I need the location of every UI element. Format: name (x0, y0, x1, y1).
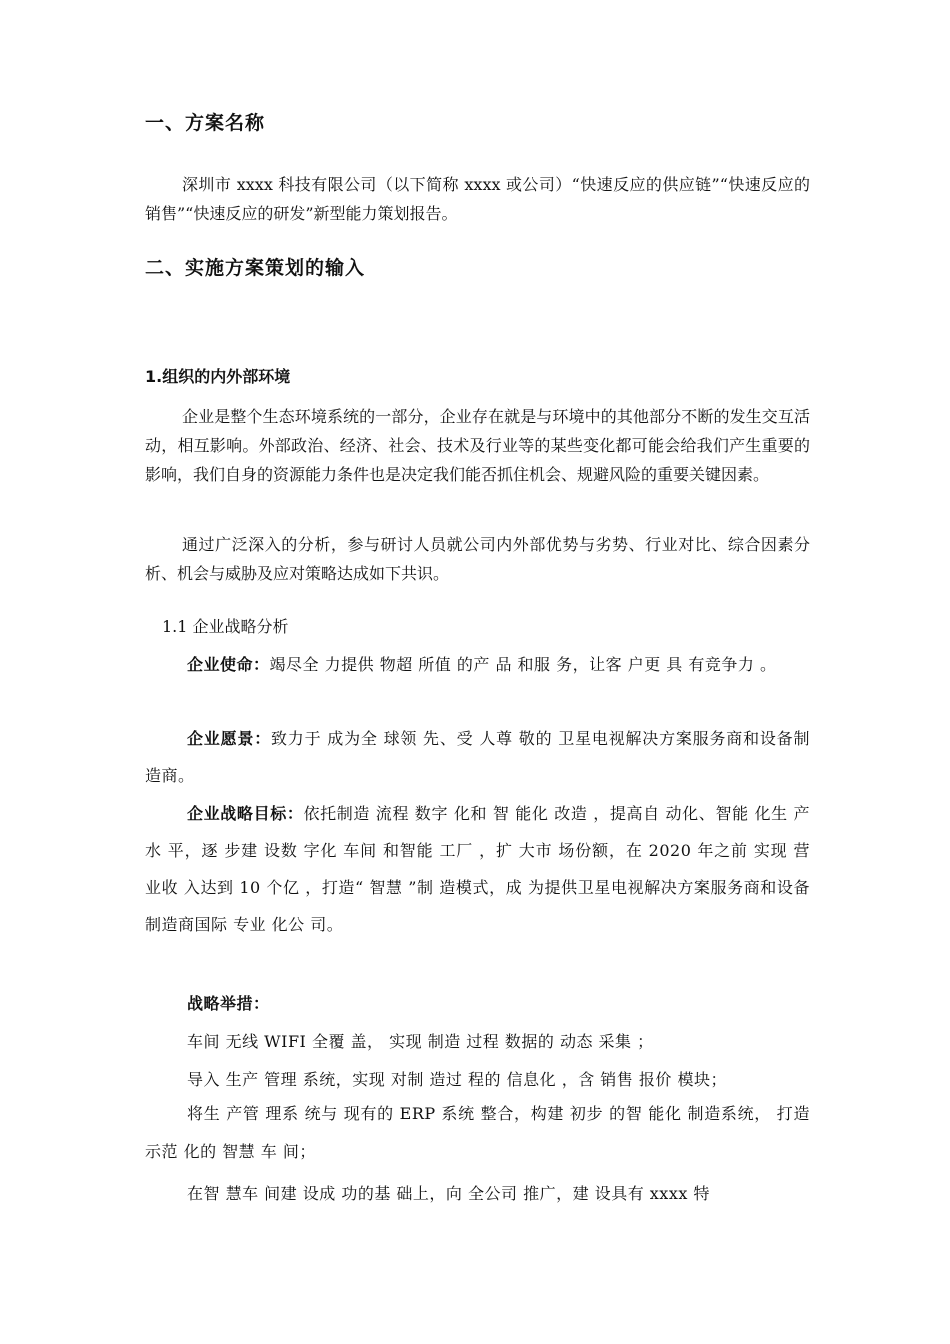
measure-item-3: 将生 产管 理系 统与 现有的 ERP 系统 整合，构建 初步 的智 能化 制造系统， 打造 示范 化的 智慧 车 间； (145, 1104, 810, 1161)
measure-item-4: 在智 慧车 间建 设成 功的基 础上，向 全公司 推广，建 设具有 xxxx 特 (187, 1184, 710, 1203)
vision-text: 致力于 成为全 球领 先、受 人尊 敬的 卫星电视解决方案服务商和设备制造商。 (145, 729, 810, 785)
vision-label: 企业愿景： (187, 729, 271, 748)
subsection-1-paragraph-2: 通过广泛深入的分析，参与研讨人员就公司内外部优势与劣势、行业对比、综合因素分析、机会与威胁及应对策略达成如下共识。 (145, 535, 810, 583)
subsection-title-1: 1.组织的内外部环境 (145, 367, 291, 386)
subsection-title-1-1 (162, 614, 289, 637)
mission-paragraph (145, 646, 810, 683)
section-1-paragraph: 深圳市 xxxx 科技有限公司（以下简称 xxxx 或公司）“快速反应的供应链”“快速反应的销售”“快速反应的研发”新型能力策划报告。 (145, 175, 810, 223)
measure-item-2: 导入 生产 管理 系统，实现 对制 造过 程的 信息化 ，含 销售 报价 模块； (187, 1070, 727, 1089)
section-title-2: 二、实施方案策划的输入 (145, 257, 366, 279)
goal-label: 企业战略目标： (187, 804, 304, 823)
goal-text: 依托制造 流程 数字 化和 智 能化 改造 ，提高自 动化、智能 化生 产水 平，逐 步建 设数 字化 车间 和智能 工厂 ，扩 大市 场份额，在 2020 年之前 实现 营 业收 入达到 10 个亿 ，打造“ 智慧 ”制 造模式，成 为提供卫星电视解决方案服务商和设备制造商国际 专业 化公 司。 (145, 804, 810, 934)
vision-paragraph (145, 720, 810, 794)
measures-label: 战略举措： (187, 994, 270, 1013)
section-title-1: 一、方案名称 (145, 112, 266, 134)
measure-item-1: 车间 无线 WIFI 全覆 盖， 实现 制造 过程 数据的 动态 采集 ； (187, 1032, 654, 1051)
subsection-1-1-label: 1.1 企业战略分析 (162, 617, 289, 636)
subsection-1-paragraph-1: 企业是整个生态环境系统的一部分，企业存在就是与环境中的其他部分不断的发生交互活动，相互影响。外部政治、经济、社会、技术及行业等的某些变化都可能会给我们产生重要的影响，我们自身的资源能力条件也是决定我们能否抓住机会、规避风险的重要关键因素。 (145, 407, 810, 484)
mission-label: 企业使命： (187, 655, 270, 674)
goal-paragraph (145, 795, 810, 943)
mission-text: 竭尽全 力提供 物超 所值 的产 品 和服 务，让客 户更 具 有竞争力 。 (269, 655, 777, 674)
